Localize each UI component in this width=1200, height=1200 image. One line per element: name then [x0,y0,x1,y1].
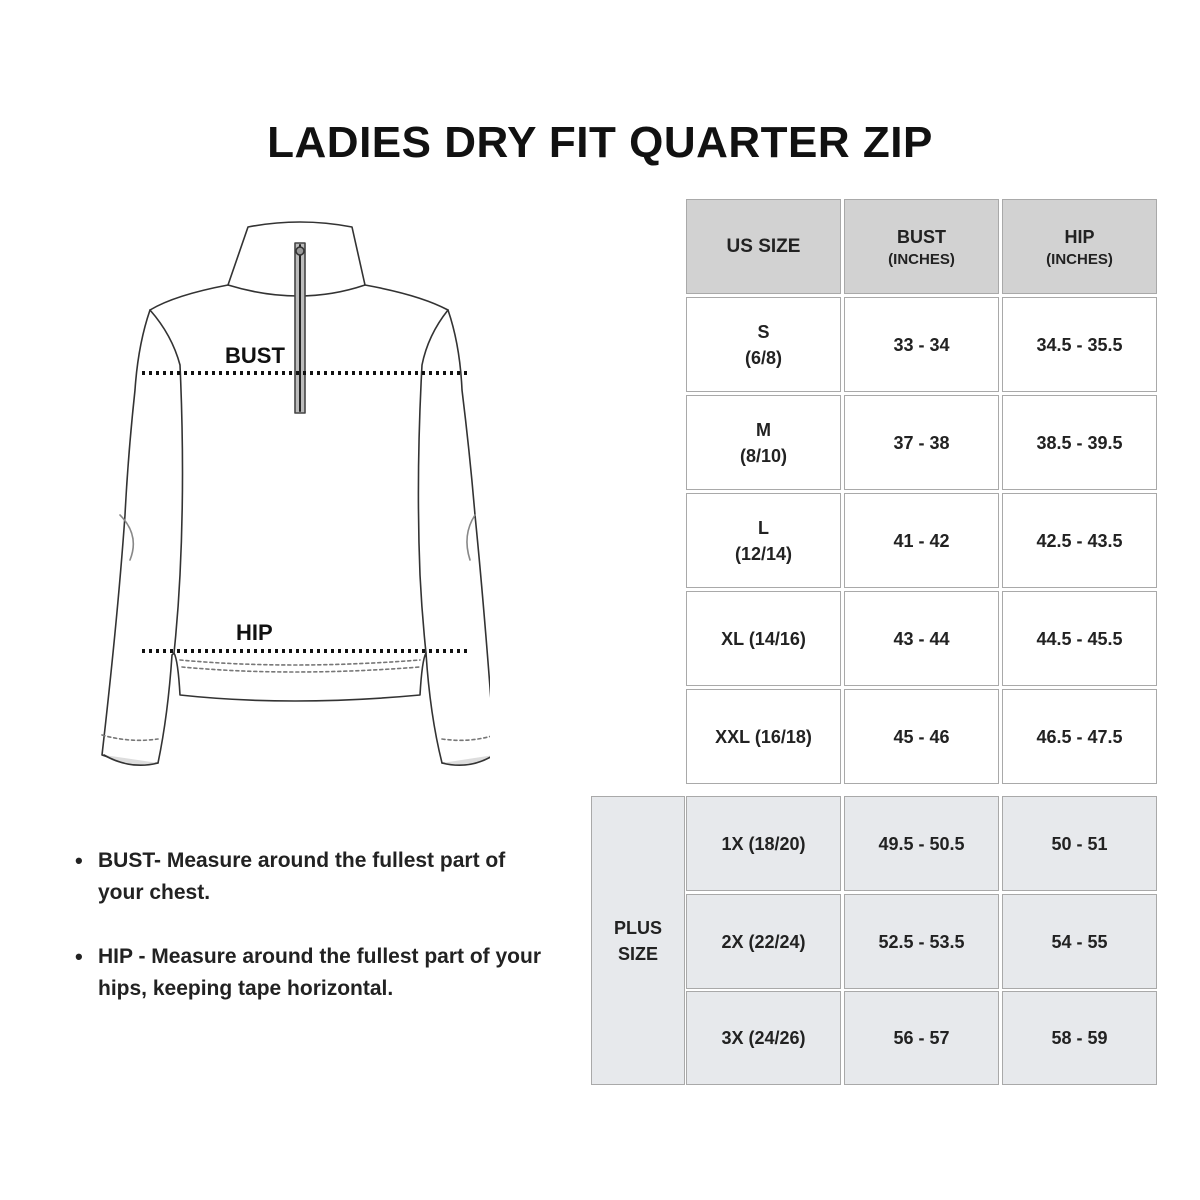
table-row-s-bust: 33 - 34 [844,297,999,392]
page-title: LADIES DRY FIT QUARTER ZIP [267,118,933,167]
table-row-s-hip: 34.5 - 35.5 [1002,297,1157,392]
table-row-1x-bust: 49.5 - 50.5 [844,796,999,891]
table-row-m-size: M (8/10) [686,395,841,490]
table-row-m-hip: 38.5 - 39.5 [1002,395,1157,490]
table-row-xl-size: XL (14/16) [686,591,841,686]
table-row-s-size: S (6/8) [686,297,841,392]
hip-label: HIP [236,620,273,645]
table-row-l-size: L (12/14) [686,493,841,588]
table-row-3x-bust: 56 - 57 [844,991,999,1085]
bust-label: BUST [225,343,285,368]
table-row-1x-size: 1X (18/20) [686,796,841,891]
table-row-l-bust: 41 - 42 [844,493,999,588]
table-row-m-bust: 37 - 38 [844,395,999,490]
bust-note: • BUST- Measure around the fullest part of your chest. [75,845,545,909]
hip-note: • HIP - Measure around the fullest part of your hips, keeping tape horizontal. [75,941,545,1005]
header-hip: HIP (INCHES) [1002,199,1157,294]
header-bust: BUST (INCHES) [844,199,999,294]
table-row-2x-bust: 52.5 - 53.5 [844,894,999,989]
table-row-xxl-bust: 45 - 46 [844,689,999,784]
plus-size-label: PLUS SIZE [591,796,685,1085]
table-row-xl-bust: 43 - 44 [844,591,999,686]
header-us-size: US SIZE [686,199,841,294]
quarter-zip-illustration [90,215,490,775]
table-row-1x-hip: 50 - 51 [1002,796,1157,891]
measurement-notes [75,845,545,1037]
table-row-l-hip: 42.5 - 43.5 [1002,493,1157,588]
table-row-xxl-size: XXL (16/18) [686,689,841,784]
table-row-2x-size: 2X (22/24) [686,894,841,989]
table-row-2x-hip: 54 - 55 [1002,894,1157,989]
table-row-3x-hip: 58 - 59 [1002,991,1157,1085]
table-row-3x-size: 3X (24/26) [686,991,841,1085]
table-row-xxl-hip: 46.5 - 47.5 [1002,689,1157,784]
table-row-xl-hip: 44.5 - 45.5 [1002,591,1157,686]
